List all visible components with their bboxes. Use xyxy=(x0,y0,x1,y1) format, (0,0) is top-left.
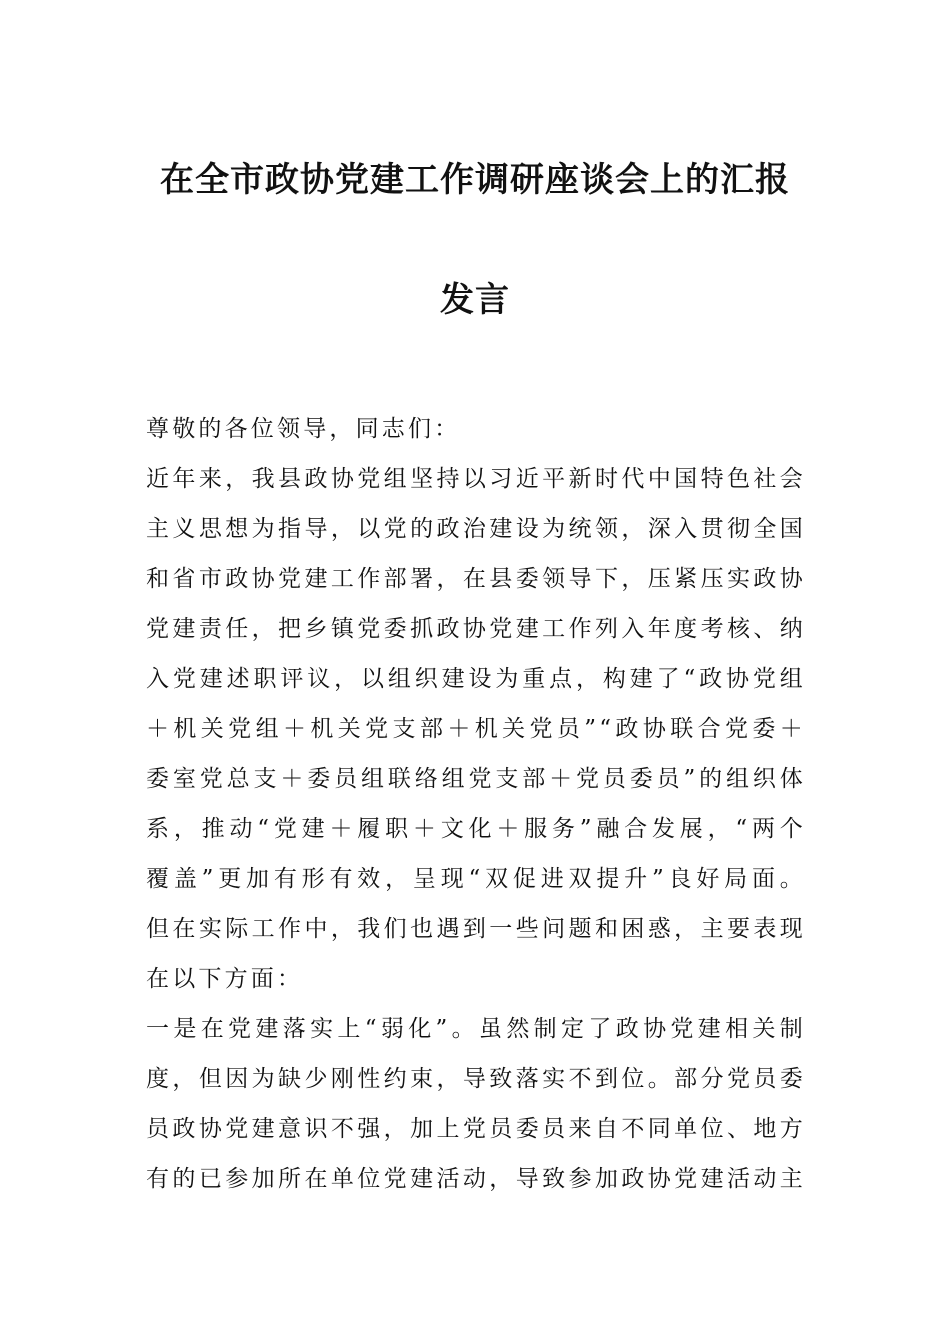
body-line: 主义思想为指导，以党的政治建设为统领，深入贯彻全国 xyxy=(146,516,806,542)
body-line: 党建责任，把乡镇党委抓政协党建工作列入年度考核、纳 xyxy=(146,616,806,642)
body-line: 度，但因为缺少刚性约束，导致落实不到位。部分党员委 xyxy=(146,1066,806,1092)
body-line: 系，推动“党建＋履职＋文化＋服务”融合发展，“两个 xyxy=(146,816,806,842)
body-line: 入党建述职评议，以组织建设为重点，构建了“政协党组 xyxy=(146,666,806,692)
body-line: 但在实际工作中，我们也遇到一些问题和困惑，主要表现 xyxy=(146,916,806,942)
body-line: 覆盖”更加有形有效，呈现“双促进双提升”良好局面。 xyxy=(146,866,806,892)
body-line: 委室党总支＋委员组联络组党支部＋党员委员”的组织体 xyxy=(146,766,806,792)
body-line: 一是在党建落实上“弱化”。虽然制定了政协党建相关制 xyxy=(146,1016,806,1042)
document-title-line-1: 在全市政协党建工作调研座谈会上的汇报 xyxy=(160,160,790,200)
body-line: 有的已参加所在单位党建活动，导致参加政协党建活动主 xyxy=(146,1166,806,1192)
salutation-line: 尊敬的各位领导，同志们： xyxy=(146,416,461,442)
document-title-line-2: 发言 xyxy=(440,280,510,320)
body-line: 员政协党建意识不强，加上党员委员来自不同单位、地方 xyxy=(146,1116,806,1142)
body-line: 和省市政协党建工作部署，在县委领导下，压紧压实政协 xyxy=(146,566,806,592)
body-line: 近年来，我县政协党组坚持以习近平新时代中国特色社会 xyxy=(146,466,806,492)
document-body xyxy=(146,404,806,1204)
body-line: ＋机关党组＋机关党支部＋机关党员”“政协联合党委＋ xyxy=(146,716,806,742)
body-line: 在以下方面： xyxy=(146,966,304,992)
